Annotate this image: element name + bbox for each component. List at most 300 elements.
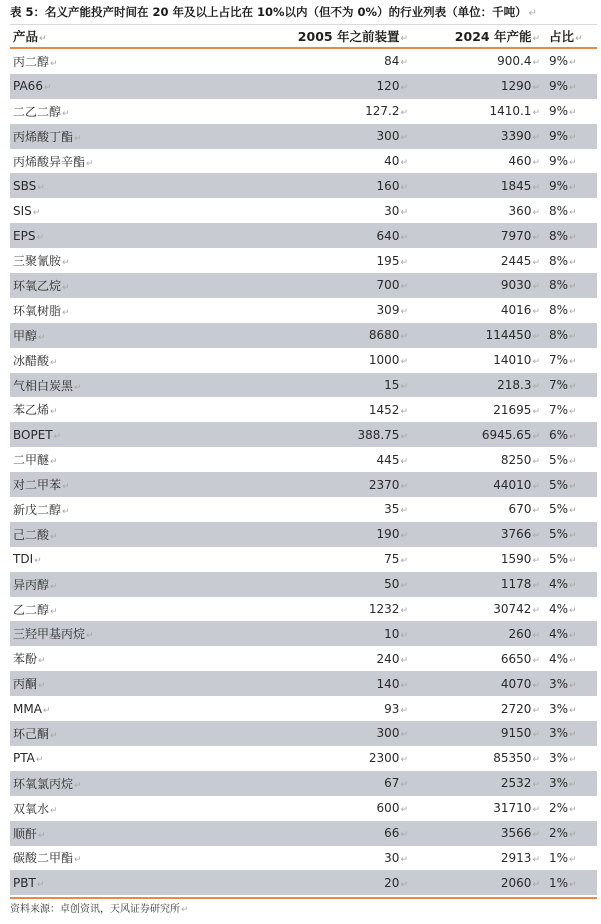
cell-pre-2005: 140↵ [376,676,408,691]
paragraph-mark-icon: ↵ [569,83,577,94]
cell-capacity-2024: 7970↵ [500,228,540,243]
cell-capacity-2024: 3566↵ [500,826,540,841]
table-row [10,870,597,895]
paragraph-mark-icon: ↵ [532,332,540,343]
cell-share: 3%↵ [549,701,577,716]
paragraph-mark-icon: ↵ [569,133,577,144]
cell-pre-2005: 700↵ [376,278,408,293]
cell-product: 苯乙烯↵ [13,403,58,418]
paragraph-mark-icon: ↵ [532,531,540,542]
paragraph-mark-icon: ↵ [50,581,58,592]
paragraph-mark-icon: ↵ [569,406,577,417]
cell-product: 碳酸二甲酯↵ [13,851,82,866]
cell-product: 三聚氰胺↵ [13,254,70,269]
paragraph-mark-icon: ↵ [50,407,58,418]
cell-share: 4%↵ [549,651,577,666]
table-header-row [10,25,597,47]
table-row [10,796,597,821]
cell-capacity-2024: 1290↵ [500,79,540,94]
cell-pre-2005: 388.75↵ [357,427,408,442]
cell-capacity-2024: 1590↵ [500,552,540,567]
table-row [10,846,597,871]
paragraph-mark-icon: ↵ [569,58,577,69]
cell-share: 4%↵ [549,602,577,617]
paragraph-mark-icon: ↵ [532,108,540,119]
cell-product: 苯酚↵ [13,652,46,667]
table-row [10,49,597,74]
cell-pre-2005: 1232↵ [368,602,408,617]
paragraph-mark-icon: ↵ [569,655,577,666]
table-row [10,198,597,223]
paragraph-mark-icon: ↵ [532,357,540,368]
cell-share: 5%↵ [549,552,577,567]
cell-pre-2005: 2300↵ [368,751,408,766]
cell-share: 9%↵ [549,154,577,168]
cell-share: 4%↵ [549,577,577,592]
paragraph-mark-icon: ↵ [400,854,408,865]
paragraph-mark-icon: ↵ [532,307,540,318]
cell-share: 3%↵ [549,751,577,766]
paragraph-mark-icon: ↵ [400,382,408,393]
paragraph-mark-icon: ↵ [532,406,540,417]
table-title: 表 5：名义产能投产时间在 20 年及以上占比在 10%以内（但不为 0%）的行业列表（单位：千吨） ↵ [10,5,537,19]
cell-pre-2005: 300↵ [376,129,408,144]
paragraph-mark-icon: ↵ [569,182,577,193]
paragraph-mark-icon: ↵ [50,606,58,617]
paragraph-mark-icon: ↵ [569,456,577,467]
paragraph-mark-icon: ↵ [400,431,408,442]
paragraph-mark-icon: ↵ [34,556,42,567]
cell-share: 9%↵ [549,54,577,69]
cell-product: 丙烯酸丁酯↵ [13,129,82,144]
paragraph-mark-icon: ↵ [532,158,540,168]
table-row [10,397,597,422]
paragraph-mark-icon: ↵ [400,332,408,343]
cell-pre-2005: 160↵ [376,178,408,193]
cell-capacity-2024: 2060↵ [500,875,540,890]
cell-capacity-2024: 2445↵ [500,253,540,268]
table-row [10,298,597,323]
table-row [10,746,597,771]
paragraph-mark-icon: ↵ [532,133,540,144]
paragraph-mark-icon: ↵ [400,655,408,666]
paragraph-mark-icon: ↵ [400,730,408,741]
paragraph-mark-icon: ↵ [532,257,540,268]
paragraph-mark-icon: ↵ [532,431,540,442]
paragraph-mark-icon: ↵ [532,382,540,393]
cell-pre-2005: 300↵ [376,726,408,741]
cell-pre-2005: 240↵ [376,651,408,666]
cell-pre-2005: 30↵ [384,850,408,865]
paragraph-mark-icon: ↵ [62,282,70,293]
table-row [10,373,597,398]
header-pre-2005: 2005 年之前装置↵ [297,29,408,44]
cell-pre-2005: 30↵ [384,203,408,218]
paragraph-mark-icon: ↵ [36,232,44,243]
paragraph-mark-icon: ↵ [569,556,577,567]
cell-product: 环氧氯丙烷↵ [13,776,82,791]
cell-product: PBT↵ [13,875,45,890]
cell-product: 气相白炭黑↵ [13,378,82,393]
paragraph-mark-icon: ↵ [569,158,577,168]
table-row [10,597,597,622]
paragraph-mark-icon: ↵ [50,730,58,741]
cell-capacity-2024: 1410.1↵ [489,104,540,119]
cell-product: 己二酸↵ [13,527,58,542]
paragraph-mark-icon: ↵ [400,531,408,542]
paragraph-mark-icon: ↵ [569,854,577,865]
paragraph-mark-icon: ↵ [569,805,577,816]
paragraph-mark-icon: ↵ [37,182,45,193]
paragraph-mark-icon: ↵ [86,631,94,642]
cell-pre-2005: 15↵ [384,378,408,393]
cell-pre-2005: 640↵ [376,228,408,243]
paragraph-mark-icon: ↵ [532,581,540,592]
paragraph-mark-icon: ↵ [50,357,58,368]
paragraph-mark-icon: ↵ [38,681,46,692]
paragraph-mark-icon: ↵ [569,108,577,119]
cell-share: 5%↵ [549,452,577,467]
paragraph-mark-icon: ↵ [400,879,408,890]
paragraph-mark-icon: ↵ [38,830,46,841]
cell-pre-2005: 66↵ [384,826,408,841]
cell-capacity-2024: 3766↵ [500,527,540,542]
cell-share: 8%↵ [549,278,577,293]
paragraph-mark-icon: ↵ [569,606,577,617]
cell-product: 二乙二醇↵ [13,104,70,119]
cell-product: SIS↵ [13,203,41,218]
cell-product: 冰醋酸↵ [13,353,58,368]
paragraph-mark-icon: ↵ [532,805,540,816]
cell-share: 2%↵ [549,801,577,816]
table-row [10,522,597,547]
paragraph-mark-icon: ↵ [532,830,540,841]
paragraph-mark-icon: ↵ [74,382,82,393]
cell-pre-2005: 600↵ [376,801,408,816]
paragraph-mark-icon: ↵ [532,606,540,617]
paragraph-mark-icon: ↵ [532,705,540,716]
cell-share: 8%↵ [549,203,577,218]
paragraph-mark-icon: ↵ [569,382,577,393]
table-row [10,248,597,273]
cell-capacity-2024: 1178↵ [500,577,540,592]
paragraph-mark-icon: ↵ [400,630,408,641]
paragraph-mark-icon: ↵ [38,656,46,667]
paragraph-mark-icon: ↵ [62,506,70,517]
header-product: 产品↵ [13,29,47,44]
paragraph-mark-icon: ↵ [532,780,540,791]
paragraph-mark-icon: ↵ [74,133,82,144]
cell-pre-2005: 120↵ [376,79,408,94]
paragraph-mark-icon: ↵ [43,83,52,94]
paragraph-mark-icon: ↵ [400,182,408,193]
cell-share: 5%↵ [549,477,577,492]
table-row [10,696,597,721]
cell-pre-2005: 40↵ [384,154,408,168]
paragraph-mark-icon: ↵ [400,780,408,791]
cell-pre-2005: 50↵ [384,577,408,592]
paragraph-mark-icon: ↵ [35,755,44,766]
cell-product: PTA↵ [13,751,44,766]
paragraph-mark-icon: ↵ [569,481,577,492]
table-row [10,721,597,746]
table-row [10,771,597,796]
cell-pre-2005: 75↵ [384,552,408,567]
paragraph-mark-icon: ↵ [400,805,408,816]
paragraph-mark-icon: ↵ [400,257,408,268]
paragraph-mark-icon: ↵ [42,705,51,716]
cell-product: 新戊二醇↵ [13,502,70,517]
paragraph-mark-icon: ↵ [50,58,58,69]
table-body [10,49,597,895]
cell-pre-2005: 67↵ [384,776,408,791]
cell-capacity-2024: 31710↵ [493,801,540,816]
paragraph-mark-icon: ↵ [532,755,540,766]
table-row [10,422,597,447]
paragraph-mark-icon: ↵ [400,406,408,417]
cell-product: 丙烯酸异辛酯↵ [13,154,94,169]
cell-share: 8%↵ [549,303,577,318]
paragraph-mark-icon: ↵ [62,482,70,493]
cell-capacity-2024: 14010↵ [493,353,540,368]
cell-pre-2005: 445↵ [376,452,408,467]
cell-share: 9%↵ [549,178,577,193]
paragraph-mark-icon: ↵ [400,755,408,766]
paragraph-mark-icon: ↵ [400,207,408,218]
cell-capacity-2024: 6650↵ [500,651,540,666]
header-share: 占比↵ [549,29,583,44]
paragraph-mark-icon: ↵ [569,630,577,641]
paragraph-mark-icon: ↵ [532,879,540,890]
cell-capacity-2024: 9030↵ [500,278,540,293]
table-row [10,821,597,846]
cell-product: 二甲醚↵ [13,453,58,468]
paragraph-mark-icon: ↵ [400,456,408,467]
cell-share: 1%↵ [549,875,577,890]
paragraph-mark-icon: ↵ [532,730,540,741]
cell-capacity-2024: 460↵ [508,154,540,168]
paragraph-mark-icon: ↵ [569,879,577,890]
cell-capacity-2024: 4016↵ [500,303,540,318]
cell-product: 甲醇↵ [13,328,46,343]
paragraph-mark-icon: ↵ [400,481,408,492]
cell-share: 9%↵ [549,79,577,94]
cell-capacity-2024: 21695↵ [493,402,540,417]
cell-capacity-2024: 30742↵ [493,602,540,617]
paragraph-mark-icon: ↵ [74,855,82,866]
paragraph-mark-icon: ↵ [532,232,540,243]
cell-share: 3%↵ [549,676,577,691]
paragraph-mark-icon: ↵ [62,258,70,269]
paragraph-mark-icon: ↵ [400,705,408,716]
cell-share: 3%↵ [549,776,577,791]
paragraph-mark-icon: ↵ [569,282,577,293]
cell-product: 乙二醇↵ [13,602,58,617]
cell-product: 三羟甲基丙烷↵ [13,627,94,642]
cell-share: 8%↵ [549,253,577,268]
paragraph-mark-icon: ↵ [569,332,577,343]
paragraph-mark-icon: ↵ [569,780,577,791]
cell-share: 5%↵ [549,527,577,542]
paragraph-mark-icon: ↵ [569,705,577,716]
paragraph-mark-icon: ↵ [569,755,577,766]
paragraph-mark-icon: ↵ [532,456,540,467]
cell-capacity-2024: 4070↵ [500,676,540,691]
table-row [10,149,597,174]
paragraph-mark-icon: ↵ [532,854,540,865]
paragraph-mark-icon: ↵ [532,506,540,517]
paragraph-mark-icon: ↵ [400,232,408,243]
table-row [10,547,597,572]
paragraph-mark-icon: ↵ [569,531,577,542]
cell-product: PA66↵ [13,79,52,94]
cell-pre-2005: 84↵ [384,54,408,69]
paragraph-mark-icon: ↵ [400,606,408,617]
paragraph-mark-icon: ↵ [38,332,46,343]
cell-pre-2005: 1452↵ [368,402,408,417]
table-row [10,173,597,198]
cell-pre-2005: 2370↵ [368,477,408,492]
cell-capacity-2024: 2913↵ [500,850,540,865]
cell-share: 7%↵ [549,402,577,417]
paragraph-mark-icon: ↵ [62,307,70,318]
paragraph-mark-icon: ↵ [532,630,540,641]
cell-product: 顺酐↵ [13,826,46,841]
paragraph-mark-icon: ↵ [400,506,408,517]
cell-capacity-2024: 360↵ [508,203,540,218]
table-row [10,124,597,149]
cell-capacity-2024: 44010↵ [493,477,540,492]
cell-pre-2005: 309↵ [376,303,408,318]
cell-product: 环氧乙烷↵ [13,278,70,293]
cell-pre-2005: 1000↵ [368,353,408,368]
table-row [10,323,597,348]
paragraph-mark-icon: ↵ [74,780,82,791]
paragraph-mark-icon: ↵ [532,481,540,492]
cell-product: 丙二醇↵ [13,54,58,69]
cell-share: 1%↵ [549,850,577,865]
table-row [10,348,597,373]
paragraph-mark-icon: ↵ [532,58,540,69]
paragraph-mark-icon: ↵ [53,431,62,442]
cell-capacity-2024: 3390↵ [500,129,540,144]
cell-share: 8%↵ [549,328,577,343]
cell-pre-2005: 35↵ [384,502,408,517]
paragraph-mark-icon: ↵ [50,531,58,542]
cell-share: 6%↵ [549,427,577,442]
paragraph-mark-icon: ↵ [532,83,540,94]
paragraph-mark-icon: ↵ [532,680,540,691]
paragraph-mark-icon: ↵ [569,357,577,368]
cell-capacity-2024: 2532↵ [500,776,540,791]
cell-capacity-2024: 900.4↵ [497,54,540,69]
cell-pre-2005: 190↵ [376,527,408,542]
paragraph-mark-icon: ↵ [86,158,94,169]
cell-product: 环氧树脂↵ [13,303,70,318]
header-capacity-2024: 2024 年产能↵ [454,29,540,44]
cell-share: 4%↵ [549,626,577,641]
paragraph-mark-icon: ↵ [569,232,577,243]
paragraph-mark-icon: ↵ [532,207,540,218]
cell-product: 丙酮↵ [13,677,46,692]
cell-pre-2005: 93↵ [384,701,408,716]
cell-pre-2005: 127.2↵ [365,104,408,119]
paragraph-mark-icon: ↵ [400,83,408,94]
paragraph-mark-icon: ↵ [569,680,577,691]
table-row [10,74,597,99]
cell-product: TDI↵ [13,552,42,567]
paragraph-mark-icon: ↵ [400,680,408,691]
cell-product: MMA↵ [13,701,51,716]
cell-share: 8%↵ [549,228,577,243]
paragraph-mark-icon: ↵ [400,133,408,144]
cell-share: 7%↵ [549,353,577,368]
cell-share: 9%↵ [549,104,577,119]
paragraph-mark-icon: ↵ [569,730,577,741]
paragraph-mark-icon: ↵ [32,207,41,218]
paragraph-mark-icon: ↵ [400,357,408,368]
cell-product: 环己酮↵ [13,726,58,741]
cell-share: 5%↵ [549,502,577,517]
paragraph-mark-icon: ↵ [50,457,58,468]
cell-capacity-2024: 2720↵ [500,701,540,716]
cell-product: BOPET↵ [13,427,62,442]
paragraph-mark-icon: ↵ [532,556,540,567]
cell-capacity-2024: 1845↵ [500,178,540,193]
paragraph-mark-icon: ↵ [532,182,540,193]
cell-pre-2005: 195↵ [376,253,408,268]
table-row [10,447,597,472]
paragraph-mark-icon: ↵ [400,58,408,69]
cell-product: 异丙醇↵ [13,577,58,592]
paragraph-mark-icon: ↵ [569,581,577,592]
cell-share: 7%↵ [549,378,577,393]
cell-product: 对二甲苯↵ [13,478,70,493]
cell-capacity-2024: 85350↵ [493,751,540,766]
paragraph-mark-icon: ↵ [400,581,408,592]
cell-capacity-2024: 8250↵ [500,452,540,467]
table-row [10,621,597,646]
paragraph-mark-icon: ↵ [400,282,408,293]
cell-share: 9%↵ [549,129,577,144]
paragraph-mark-icon: ↵ [569,207,577,218]
paragraph-mark-icon: ↵ [569,431,577,442]
cell-capacity-2024: 260↵ [508,626,540,641]
cell-share: 2%↵ [549,826,577,841]
paragraph-mark-icon: ↵ [400,830,408,841]
paragraph-mark-icon: ↵ [569,257,577,268]
paragraph-mark-icon: ↵ [400,307,408,318]
table-row [10,497,597,522]
cell-pre-2005: 10↵ [384,626,408,641]
table-row [10,273,597,298]
cell-capacity-2024: 218.3↵ [497,378,540,393]
paragraph-mark-icon: ↵ [532,282,540,293]
paragraph-mark-icon: ↵ [569,506,577,517]
table-row [10,472,597,497]
cell-product: SBS↵ [13,178,45,193]
source-note: 资料来源：卓创资讯，天风证券研究所↵ [10,904,189,915]
cell-capacity-2024: 6945.65↵ [481,427,540,442]
paragraph-mark-icon: ↵ [569,830,577,841]
table-row [10,572,597,597]
table-row [10,223,597,248]
table-bottom-rule [10,897,597,899]
cell-product: EPS↵ [13,228,44,243]
cell-capacity-2024: 114450↵ [485,328,540,343]
paragraph-mark-icon: ↵ [36,879,45,890]
paragraph-mark-icon: ↵ [532,655,540,666]
